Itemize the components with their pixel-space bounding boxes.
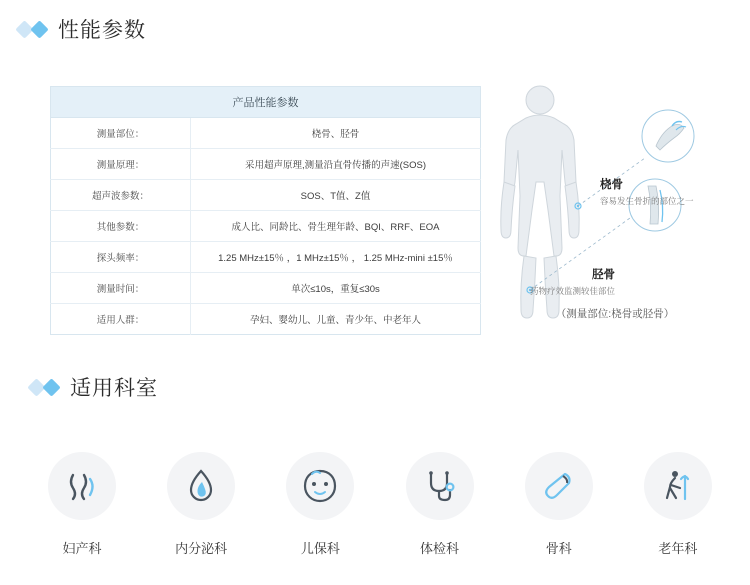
department-label: 妇产科	[62, 541, 102, 556]
table-header-row	[51, 87, 481, 118]
row-value: 孕妇、婴幼儿、儿童、青少年、中老年人	[249, 315, 421, 326]
department-label: 体检科	[420, 541, 460, 556]
row-label: 测量原理：	[51, 149, 191, 180]
callout-title: 桡骨	[600, 179, 623, 191]
department-label: 儿保科	[300, 541, 340, 556]
diamond-bullet-icon	[30, 381, 58, 394]
department-list	[30, 452, 730, 557]
row-label: 探头频率：	[51, 242, 191, 273]
department-item-physical-exam[interactable]	[388, 452, 492, 557]
table-row	[51, 180, 481, 211]
row-label: 测量时间：	[51, 273, 191, 304]
department-item-orthopedics[interactable]	[507, 452, 611, 557]
department-item-endocrinology[interactable]	[149, 452, 253, 557]
page-title: 性能参数	[58, 19, 146, 42]
pediatrics-icon	[299, 465, 341, 507]
row-label: 适用人群：	[51, 304, 191, 335]
stethoscope-icon	[420, 466, 460, 506]
table-row	[51, 304, 481, 335]
department-label: 内分泌科	[175, 541, 228, 556]
department-item-obstetrics[interactable]	[30, 452, 134, 557]
figure-caption: （测量部位:桡骨或胫骨）	[555, 308, 675, 320]
row-label: 测量部位：	[51, 118, 191, 149]
table-row	[51, 273, 481, 304]
department-item-geriatrics[interactable]	[626, 452, 730, 557]
body-figure-illustration	[490, 78, 740, 328]
callout-subtitle: 容易发生骨折的部位之一	[600, 195, 694, 206]
departments-section-heading	[30, 372, 158, 402]
department-label: 骨科	[545, 541, 572, 556]
row-value: 采用超声原理,测量沿直骨传播的声速(SOS)	[191, 149, 481, 180]
callout-radius	[600, 178, 694, 207]
department-label: 老年科	[658, 541, 698, 556]
callout-subtitle: 药物疗效监测较佳部位	[530, 285, 616, 296]
department-item-pediatrics[interactable]	[268, 452, 372, 557]
table-header-title: 产品性能参数	[51, 87, 481, 118]
section-title: 适用科室	[70, 377, 158, 400]
row-value: 桡骨、胫骨	[191, 118, 481, 149]
row-label: 超声波参数：	[51, 180, 191, 211]
callout-title: 胫骨	[592, 269, 616, 281]
product-spec-table	[50, 86, 481, 335]
row-value: 1.25 MHz±15％ ，1 MHz±15％ ， 1.25 MHz-mini ±15％	[191, 242, 481, 273]
callout-tibia	[530, 268, 615, 297]
row-value: 成人比、同龄比、骨生理年龄、BQI、RRF、EOA	[191, 211, 481, 242]
performance-section-heading	[18, 14, 146, 44]
row-label: 其他参数：	[51, 211, 191, 242]
row-value: 单次≤10s，重复≤30s	[191, 273, 481, 304]
table-row	[51, 242, 481, 273]
row-value: SOS、T值、Z值	[191, 180, 481, 211]
endocrinology-icon	[181, 466, 221, 506]
table-row	[51, 149, 481, 180]
diamond-bullet-icon	[18, 23, 46, 36]
orthopedics-icon	[539, 466, 579, 506]
geriatrics-icon	[658, 466, 698, 506]
table-row	[51, 211, 481, 242]
obstetrics-icon	[62, 466, 102, 506]
table-row	[51, 118, 481, 149]
